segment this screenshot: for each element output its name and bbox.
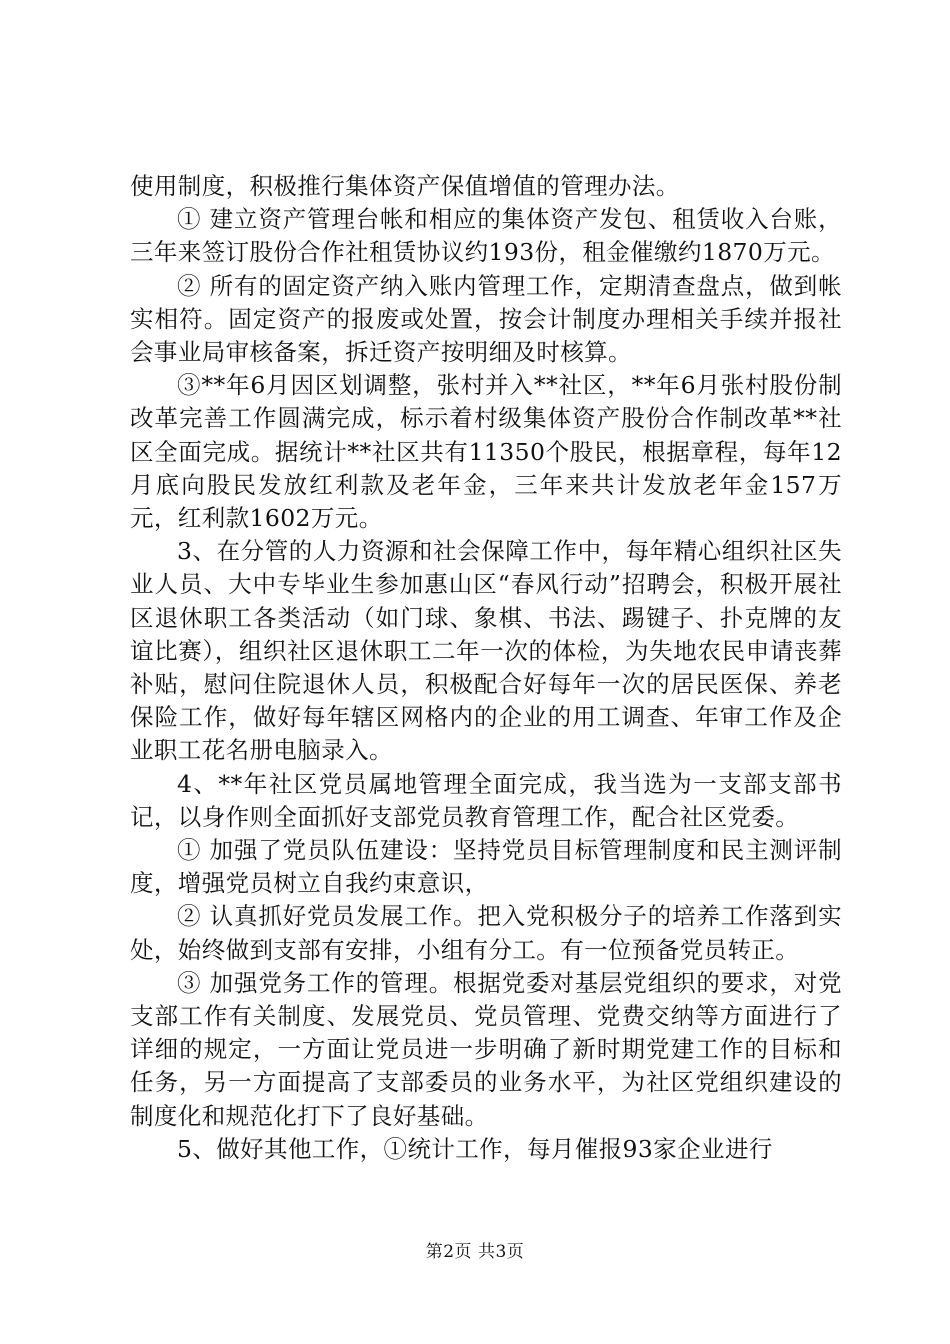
paragraph-9: ③ 加强党务工作的管理。根据党委对基层党组织的要求，对党支部工作有关制度、发展党员、党员管理、党费交纳等方面进行了详细的规定，一方面让党员进一步明确了新时期党建工作的目标和任务，另一方面提高了支部委员的业务水平，为社区党组织建设的制度化和规范化打下了良好基础。: [130, 968, 842, 1130]
paragraph-6: 4、**年社区党员属地管理全面完成，我当选为一支部支部书记，以身作则全面抓好支部党员教育管理工作，配合社区党委。: [130, 769, 842, 831]
paragraph-2: ① 建立资产管理台帐和相应的集体资产发包、租赁收入台账，三年来签订股份合作社租赁协议约193份，租金催缴约1870万元。: [130, 205, 842, 267]
paragraph-10: 5、做好其他工作，①统计工作，每月催报93家企业进行: [177, 1134, 773, 1163]
paragraph-8: ② 认真抓好党员发展工作。把入党积极分子的培养工作落到实处，始终做到支部有安排，小组有分工。有一位预备党员转正。: [130, 902, 842, 964]
paragraph-5: 3、在分管的人力资源和社会保障工作中，每年精心组织社区失业人员、大中专毕业生参加惠山区“春风行动”招聘会，积极开展社区退休职工各类活动（如门球、象棋、书法、踢键子、扑克牌的友谊比赛），组织社区退休职工二年一次的体检，为失地农民申请丧葬补贴，慰问住院退休人员，积极配合好每年一次的居民医保、养老保险工作，做好每年辖区网格内的企业的用工调查、年审工作及企业职工花名册电脑录入。: [130, 537, 842, 765]
document-body: [130, 170, 842, 1166]
paragraph-3: ② 所有的固定资产纳入账内管理工作，定期清查盘点，做到帐实相符。固定资产的报废或处置，按会计制度办理相关手续并报社会事业局审核备案，拆迁资产按明细及时核算。: [130, 271, 842, 367]
paragraph-4: ③**年6月因区划调整，张村并入**社区，**年6月张村股份制改革完善工作圆满完成，标示着村级集体资产股份合作制改革**社区全面完成。据统计**社区共有11350个股民，根据章程，每年12月底向股民发放红利款及老年金，三年来共计发放老年金157万元，红利款1602万元。: [130, 371, 842, 533]
paragraph-7: ① 加强了党员队伍建设：坚持党员目标管理制度和民主测评制度，增强党员树立自我约束意识，: [130, 836, 842, 898]
paragraph-1: 使用制度，积极推行集体资产保值增值的管理办法。: [130, 172, 680, 200]
page-footer: 第2页 共3页: [425, 1242, 525, 1262]
